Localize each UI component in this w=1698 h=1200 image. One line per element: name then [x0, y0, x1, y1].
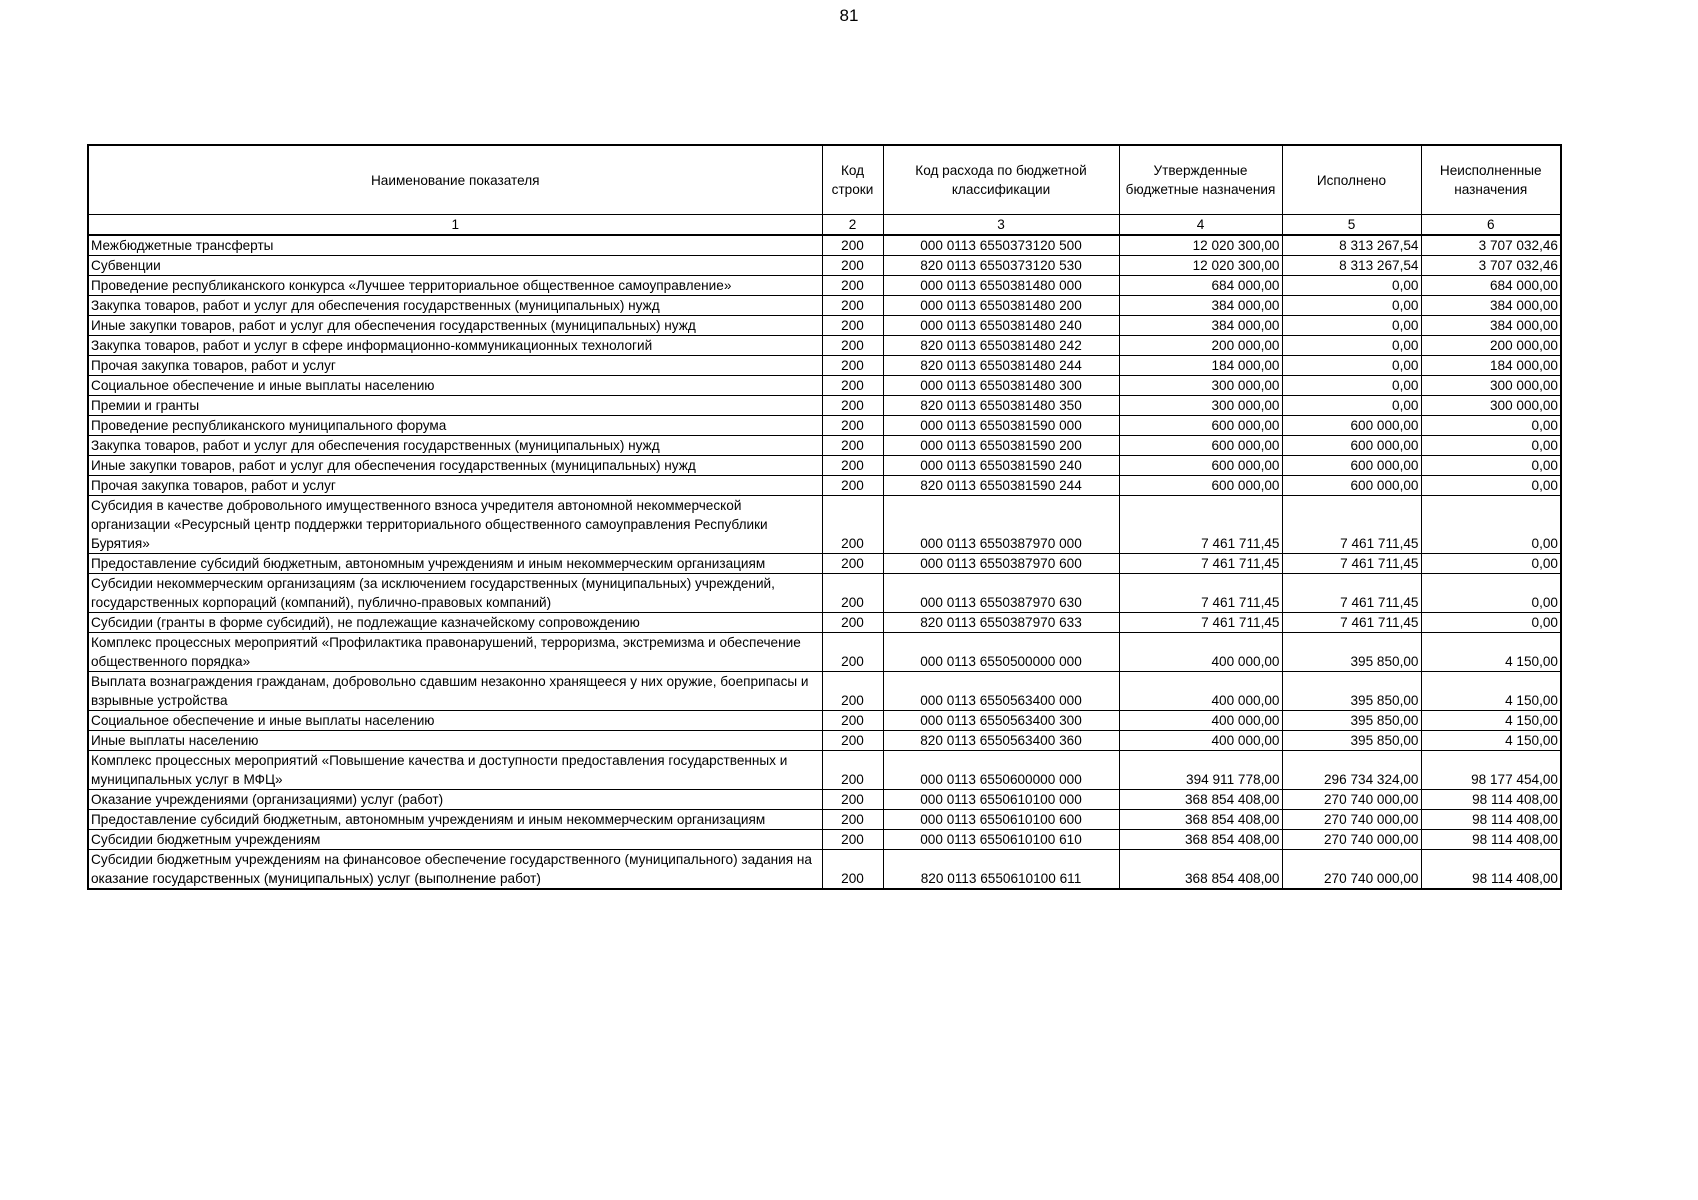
row-unexecuted: 98 114 408,00: [1421, 830, 1561, 850]
row-executed: 0,00: [1282, 376, 1421, 396]
table-row: [88, 256, 1561, 276]
row-approved: 368 854 408,00: [1119, 830, 1282, 850]
row-unexecuted: 3 707 032,46: [1421, 235, 1561, 256]
row-line-code: 200: [822, 456, 883, 476]
row-executed: 395 850,00: [1282, 633, 1421, 672]
row-executed: 395 850,00: [1282, 711, 1421, 731]
row-approved: 400 000,00: [1119, 672, 1282, 711]
header-budget-code: Код расхода по бюджетной классификации: [883, 145, 1119, 215]
column-number: 2: [822, 215, 883, 236]
row-unexecuted: 684 000,00: [1421, 276, 1561, 296]
row-name: Премии и гранты: [88, 396, 822, 416]
row-budget-code: 000 0113 6550500000 000: [883, 633, 1119, 672]
row-name: Субсидии некоммерческим организациям (за исключением государственных (муниципальных) учреждений, государственных корпораций (компаний), публично-правовых компаний): [88, 574, 822, 613]
row-unexecuted: 200 000,00: [1421, 336, 1561, 356]
table-row: [88, 574, 1561, 613]
table-row: [88, 751, 1561, 790]
row-unexecuted: 0,00: [1421, 476, 1561, 496]
page-number: 81: [839, 6, 859, 25]
row-budget-code: 820 0113 6550563400 360: [883, 731, 1119, 751]
table-row: [88, 296, 1561, 316]
row-budget-code: 000 0113 6550373120 500: [883, 235, 1119, 256]
row-approved: 7 461 711,45: [1119, 613, 1282, 633]
row-executed: 270 740 000,00: [1282, 790, 1421, 810]
row-budget-code: 000 0113 6550600000 000: [883, 751, 1119, 790]
row-executed: 7 461 711,45: [1282, 496, 1421, 554]
row-line-code: 200: [822, 830, 883, 850]
row-line-code: 200: [822, 554, 883, 574]
row-budget-code: 820 0113 6550381480 350: [883, 396, 1119, 416]
row-executed: 7 461 711,45: [1282, 613, 1421, 633]
row-name: Выплата вознаграждения гражданам, добровольно сдавшим незаконно хранящееся у них оружие, боеприпасы и взрывные устройства: [88, 672, 822, 711]
row-executed: 270 740 000,00: [1282, 810, 1421, 830]
row-line-code: 200: [822, 496, 883, 554]
row-line-code: 200: [822, 731, 883, 751]
row-executed: 0,00: [1282, 336, 1421, 356]
row-line-code: 200: [822, 476, 883, 496]
table-row: [88, 456, 1561, 476]
row-approved: 7 461 711,45: [1119, 574, 1282, 613]
row-unexecuted: 3 707 032,46: [1421, 256, 1561, 276]
header-executed: Исполнено: [1282, 145, 1421, 215]
row-line-code: 200: [822, 672, 883, 711]
row-name: Закупка товаров, работ и услуг для обеспечения государственных (муниципальных) нужд: [88, 296, 822, 316]
row-executed: 0,00: [1282, 296, 1421, 316]
header-name: Наименование показателя: [88, 145, 822, 215]
row-unexecuted: 98 114 408,00: [1421, 810, 1561, 830]
row-name: Субсидии (гранты в форме субсидий), не подлежащие казначейскому сопровождению: [88, 613, 822, 633]
row-unexecuted: 0,00: [1421, 574, 1561, 613]
row-approved: 368 854 408,00: [1119, 810, 1282, 830]
row-executed: 0,00: [1282, 396, 1421, 416]
row-budget-code: 000 0113 6550381480 200: [883, 296, 1119, 316]
row-budget-code: 000 0113 6550610100 600: [883, 810, 1119, 830]
row-approved: 600 000,00: [1119, 416, 1282, 436]
row-approved: 368 854 408,00: [1119, 790, 1282, 810]
row-budget-code: 820 0113 6550381590 244: [883, 476, 1119, 496]
row-budget-code: 000 0113 6550381480 000: [883, 276, 1119, 296]
row-name: Межбюджетные трансферты: [88, 235, 822, 256]
table-row: [88, 850, 1561, 890]
row-unexecuted: 4 150,00: [1421, 731, 1561, 751]
row-line-code: 200: [822, 276, 883, 296]
row-line-code: 200: [822, 790, 883, 810]
row-unexecuted: 4 150,00: [1421, 672, 1561, 711]
row-approved: 600 000,00: [1119, 456, 1282, 476]
table-row: [88, 396, 1561, 416]
row-approved: 384 000,00: [1119, 296, 1282, 316]
row-line-code: 200: [822, 256, 883, 276]
row-name: Проведение республиканского муниципального форума: [88, 416, 822, 436]
row-approved: 12 020 300,00: [1119, 256, 1282, 276]
row-unexecuted: 384 000,00: [1421, 296, 1561, 316]
column-numbers-row: [88, 215, 1561, 236]
row-budget-code: 000 0113 6550563400 000: [883, 672, 1119, 711]
row-name: Предоставление субсидий бюджетным, автономным учреждениям и иным некоммерческим организациям: [88, 554, 822, 574]
header-line-code: Код строки: [822, 145, 883, 215]
row-name: Закупка товаров, работ и услуг для обеспечения государственных (муниципальных) нужд: [88, 436, 822, 456]
row-unexecuted: 0,00: [1421, 416, 1561, 436]
row-approved: 300 000,00: [1119, 376, 1282, 396]
row-line-code: 200: [822, 633, 883, 672]
row-name: Иные закупки товаров, работ и услуг для обеспечения государственных (муниципальных) нужд: [88, 316, 822, 336]
row-line-code: 200: [822, 235, 883, 256]
row-approved: 7 461 711,45: [1119, 554, 1282, 574]
row-budget-code: 000 0113 6550610100 000: [883, 790, 1119, 810]
row-budget-code: 000 0113 6550381480 300: [883, 376, 1119, 396]
row-executed: 600 000,00: [1282, 436, 1421, 456]
table-row: [88, 731, 1561, 751]
row-line-code: 200: [822, 850, 883, 890]
header-row: [88, 145, 1561, 215]
row-executed: 600 000,00: [1282, 476, 1421, 496]
header-approved: Утвержденные бюджетные назначения: [1119, 145, 1282, 215]
row-executed: 270 740 000,00: [1282, 830, 1421, 850]
row-unexecuted: 184 000,00: [1421, 356, 1561, 376]
row-approved: 7 461 711,45: [1119, 496, 1282, 554]
row-budget-code: 820 0113 6550610100 611: [883, 850, 1119, 890]
row-approved: 368 854 408,00: [1119, 850, 1282, 890]
row-line-code: 200: [822, 376, 883, 396]
table-row: [88, 316, 1561, 336]
row-unexecuted: 98 177 454,00: [1421, 751, 1561, 790]
row-unexecuted: 98 114 408,00: [1421, 850, 1561, 890]
row-unexecuted: 4 150,00: [1421, 711, 1561, 731]
row-name: Предоставление субсидий бюджетным, автономным учреждениям и иным некоммерческим организациям: [88, 810, 822, 830]
row-budget-code: 000 0113 6550381480 240: [883, 316, 1119, 336]
row-line-code: 200: [822, 336, 883, 356]
row-approved: 184 000,00: [1119, 356, 1282, 376]
row-line-code: 200: [822, 356, 883, 376]
table-body: [88, 235, 1561, 889]
table-row: [88, 336, 1561, 356]
row-unexecuted: 98 114 408,00: [1421, 790, 1561, 810]
table-row: [88, 276, 1561, 296]
header-unexecuted: Неисполненные назначения: [1421, 145, 1561, 215]
row-name: Прочая закупка товаров, работ и услуг: [88, 476, 822, 496]
row-executed: 0,00: [1282, 356, 1421, 376]
row-budget-code: 000 0113 6550610100 610: [883, 830, 1119, 850]
row-budget-code: 000 0113 6550381590 000: [883, 416, 1119, 436]
row-executed: 270 740 000,00: [1282, 850, 1421, 890]
column-number: 1: [88, 215, 822, 236]
row-budget-code: 000 0113 6550387970 630: [883, 574, 1119, 613]
table-row: [88, 830, 1561, 850]
row-approved: 300 000,00: [1119, 396, 1282, 416]
row-approved: 394 911 778,00: [1119, 751, 1282, 790]
table-row: [88, 790, 1561, 810]
row-name: Комплекс процессных мероприятий «Повышение качества и доступности предоставления государственных и муниципальных услуг в МФЦ»: [88, 751, 822, 790]
row-budget-code: 000 0113 6550387970 600: [883, 554, 1119, 574]
row-approved: 684 000,00: [1119, 276, 1282, 296]
row-approved: 600 000,00: [1119, 476, 1282, 496]
row-name: Субсидия в качестве добровольного имущественного взноса учредителя автономной некоммерческой организации «Ресурсный центр поддержки территориального общественного самоуправления Республики Бурятия»: [88, 496, 822, 554]
row-budget-code: 000 0113 6550381590 200: [883, 436, 1119, 456]
row-approved: 400 000,00: [1119, 711, 1282, 731]
row-name: Закупка товаров, работ и услуг в сфере информационно-коммуникационных технологий: [88, 336, 822, 356]
row-line-code: 200: [822, 396, 883, 416]
row-unexecuted: 300 000,00: [1421, 376, 1561, 396]
table-row: [88, 476, 1561, 496]
row-name: Субвенции: [88, 256, 822, 276]
table-row: [88, 554, 1561, 574]
row-approved: 400 000,00: [1119, 731, 1282, 751]
row-line-code: 200: [822, 751, 883, 790]
row-approved: 12 020 300,00: [1119, 235, 1282, 256]
row-executed: 600 000,00: [1282, 456, 1421, 476]
row-unexecuted: 300 000,00: [1421, 396, 1561, 416]
table-row: [88, 376, 1561, 396]
row-budget-code: 000 0113 6550381590 240: [883, 456, 1119, 476]
table-row: [88, 235, 1561, 256]
row-line-code: 200: [822, 296, 883, 316]
row-name: Проведение республиканского конкурса «Лучшее территориальное общественное самоуправление»: [88, 276, 822, 296]
row-name: Иные выплаты населению: [88, 731, 822, 751]
table-row: [88, 613, 1561, 633]
table-row: [88, 496, 1561, 554]
row-approved: 384 000,00: [1119, 316, 1282, 336]
row-budget-code: 000 0113 6550387970 000: [883, 496, 1119, 554]
row-executed: 7 461 711,45: [1282, 574, 1421, 613]
row-executed: 395 850,00: [1282, 731, 1421, 751]
column-number: 5: [1282, 215, 1421, 236]
row-budget-code: 000 0113 6550563400 300: [883, 711, 1119, 731]
row-name: Прочая закупка товаров, работ и услуг: [88, 356, 822, 376]
table-row: [88, 672, 1561, 711]
row-budget-code: 820 0113 6550381480 242: [883, 336, 1119, 356]
row-line-code: 200: [822, 574, 883, 613]
row-approved: 400 000,00: [1119, 633, 1282, 672]
row-approved: 600 000,00: [1119, 436, 1282, 456]
table-row: [88, 356, 1561, 376]
row-unexecuted: 0,00: [1421, 436, 1561, 456]
row-unexecuted: 0,00: [1421, 496, 1561, 554]
row-name: Субсидии бюджетным учреждениям: [88, 830, 822, 850]
row-executed: 8 313 267,54: [1282, 235, 1421, 256]
row-line-code: 200: [822, 416, 883, 436]
row-name: Оказание учреждениями (организациями) услуг (работ): [88, 790, 822, 810]
row-line-code: 200: [822, 810, 883, 830]
row-executed: 8 313 267,54: [1282, 256, 1421, 276]
row-name: Социальное обеспечение и иные выплаты населению: [88, 711, 822, 731]
row-budget-code: 820 0113 6550373120 530: [883, 256, 1119, 276]
row-executed: 0,00: [1282, 276, 1421, 296]
row-unexecuted: 4 150,00: [1421, 633, 1561, 672]
row-line-code: 200: [822, 711, 883, 731]
row-unexecuted: 0,00: [1421, 554, 1561, 574]
row-approved: 200 000,00: [1119, 336, 1282, 356]
row-unexecuted: 0,00: [1421, 456, 1561, 476]
row-executed: 0,00: [1282, 316, 1421, 336]
budget-report-table: [87, 144, 1562, 890]
row-budget-code: 820 0113 6550387970 633: [883, 613, 1119, 633]
row-executed: 296 734 324,00: [1282, 751, 1421, 790]
row-executed: 395 850,00: [1282, 672, 1421, 711]
row-budget-code: 820 0113 6550381480 244: [883, 356, 1119, 376]
row-line-code: 200: [822, 436, 883, 456]
table-row: [88, 711, 1561, 731]
table-row: [88, 436, 1561, 456]
column-number: 4: [1119, 215, 1282, 236]
row-unexecuted: 384 000,00: [1421, 316, 1561, 336]
row-executed: 7 461 711,45: [1282, 554, 1421, 574]
row-executed: 600 000,00: [1282, 416, 1421, 436]
row-name: Иные закупки товаров, работ и услуг для обеспечения государственных (муниципальных) нужд: [88, 456, 822, 476]
table-row: [88, 810, 1561, 830]
table-row: [88, 416, 1561, 436]
row-name: Субсидии бюджетным учреждениям на финансовое обеспечение государственного (муниципального) задания на оказание государственных (муниципальных) услуг (выполнение работ): [88, 850, 822, 890]
table-row: [88, 633, 1561, 672]
row-unexecuted: 0,00: [1421, 613, 1561, 633]
row-name: Комплекс процессных мероприятий «Профилактика правонарушений, терроризма, экстремизма и обеспечение общественного порядка»: [88, 633, 822, 672]
row-line-code: 200: [822, 613, 883, 633]
row-name: Социальное обеспечение и иные выплаты населению: [88, 376, 822, 396]
column-number: 3: [883, 215, 1119, 236]
column-number: 6: [1421, 215, 1561, 236]
row-line-code: 200: [822, 316, 883, 336]
